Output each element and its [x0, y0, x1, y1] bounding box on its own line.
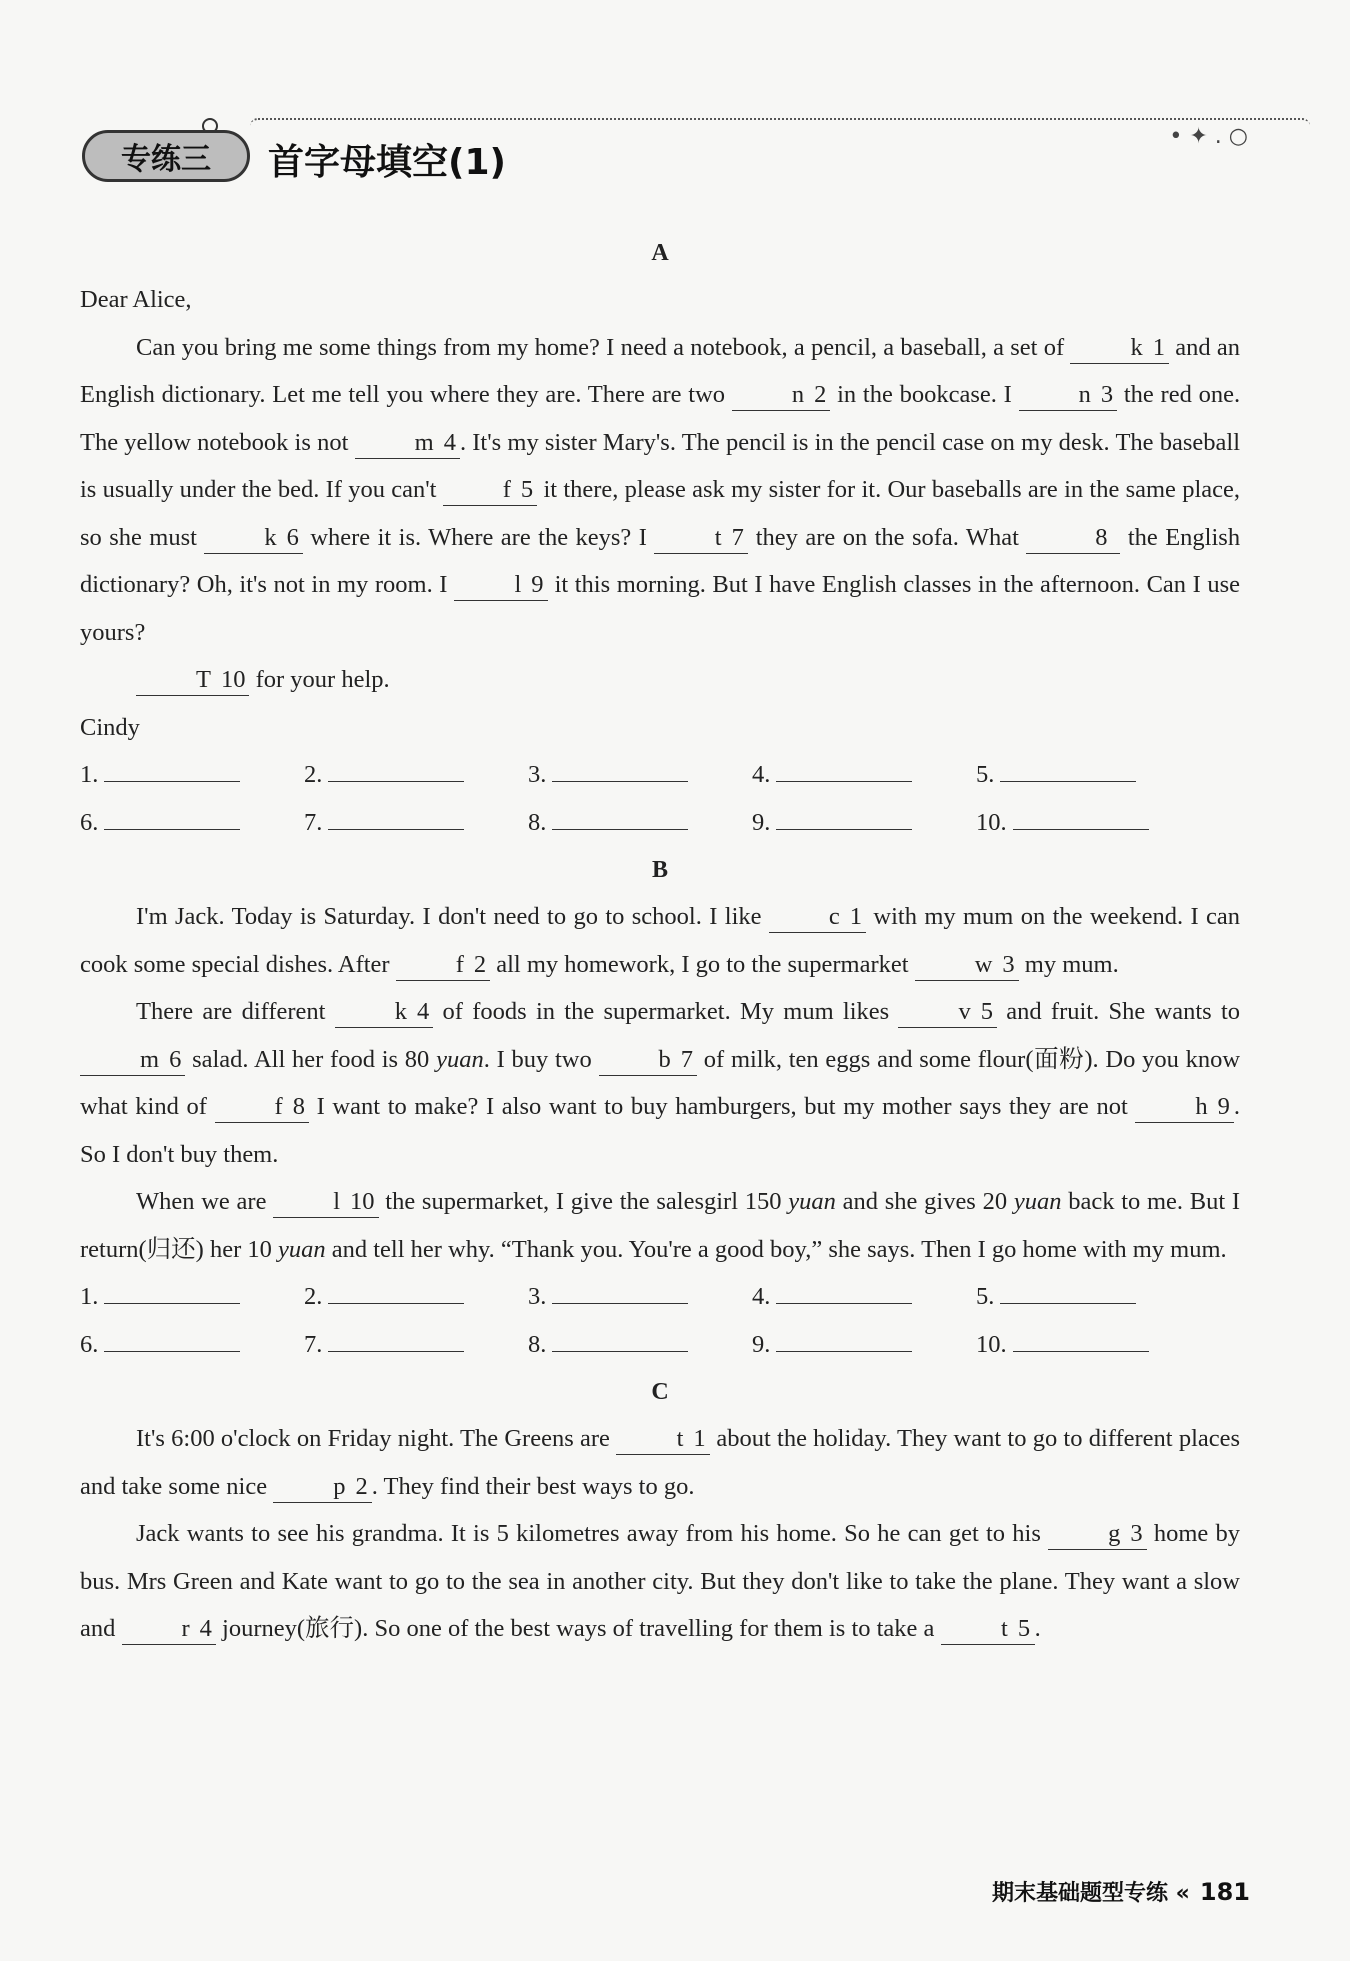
answer-row-a1: [80, 751, 1240, 799]
answer-b9[interactable]: 9.: [752, 1321, 976, 1369]
blank-b2[interactable]: f 2: [396, 950, 490, 981]
answer-b6[interactable]: 6.: [80, 1321, 304, 1369]
blank-a9[interactable]: l 9: [454, 570, 548, 601]
content: [80, 230, 1240, 1653]
blank-a7[interactable]: t 7: [654, 523, 748, 554]
header-dotted-line: [250, 118, 1310, 128]
section-header: [78, 118, 1258, 198]
blank-b6[interactable]: m 6: [80, 1045, 185, 1076]
blank-b10[interactable]: l 10: [273, 1187, 378, 1218]
answer-a4[interactable]: 4.: [752, 751, 976, 799]
blank-c4[interactable]: r 4: [122, 1614, 216, 1645]
passage-b-p3: When we are l 10 the supermarket, I give the salesgirl 150 yuan and she gives 20 yuan back to me. But I return(归还) her 10 yuan and tell her why. “Thank you. You're a good boy,” she says. Then I go home with my mum.: [80, 1188, 1241, 1263]
answer-row-b1: [80, 1273, 1240, 1321]
passage-b-p1: I'm Jack. Today is Saturday. I don't need to go to school. I like c 1 with my mum on the weekend. I can cook some special dishes. After f 2 all my homework, I go to the supermarket w 3 my mum.: [80, 893, 1240, 988]
blank-c2[interactable]: p 2: [273, 1472, 372, 1503]
blank-a1[interactable]: k 1: [1070, 333, 1169, 364]
answer-b4[interactable]: 4.: [752, 1273, 976, 1321]
blank-c1[interactable]: t 1: [616, 1424, 710, 1455]
page-number: 181: [1199, 1878, 1250, 1906]
answer-a7[interactable]: 7.: [304, 799, 528, 847]
blank-a6[interactable]: k 6: [204, 523, 303, 554]
exercise-tag: 专练三: [82, 130, 250, 182]
answer-a6[interactable]: 6.: [80, 799, 304, 847]
page-footer: [992, 1876, 1250, 1907]
answer-b10[interactable]: 10.: [976, 1321, 1200, 1369]
blank-c5[interactable]: t 5: [941, 1614, 1035, 1645]
passage-c-p1: It's 6:00 o'clock on Friday night. The Greens are t 1 about the holiday. They want to go to different places and take some nice p 2 . They find their best ways to go.: [80, 1415, 1240, 1510]
answer-b8[interactable]: 8.: [528, 1321, 752, 1369]
answer-row-b2: [80, 1321, 1240, 1369]
blank-c3[interactable]: g 3: [1048, 1519, 1147, 1550]
answer-a5[interactable]: 5.: [976, 751, 1200, 799]
answer-a9[interactable]: 9.: [752, 799, 976, 847]
answer-a10[interactable]: 10.: [976, 799, 1200, 847]
blank-b9[interactable]: h 9: [1135, 1092, 1234, 1123]
answer-b5[interactable]: 5.: [976, 1273, 1200, 1321]
section-a-title: A: [651, 240, 669, 266]
blank-b1[interactable]: c 1: [769, 902, 866, 933]
answer-b1[interactable]: 1.: [80, 1273, 304, 1321]
signature: Cindy: [80, 713, 140, 741]
blank-b5[interactable]: v 5: [898, 997, 997, 1028]
blank-b3[interactable]: w 3: [915, 950, 1019, 981]
section-b-title: B: [651, 857, 668, 883]
blank-a8[interactable]: 8: [1026, 523, 1120, 554]
blank-b4[interactable]: k 4: [335, 997, 434, 1028]
footer-label: 期末基础题型专练 «: [992, 1881, 1190, 1906]
passage-b-p2: There are different k 4 of foods in the supermarket. My mum likes v 5 and fruit. She wants to m 6 salad. All her food is 80 yuan. I buy two b 7 of milk, ten eggs and some flour(面粉). Do you know what kind of f 8 I want to make? I also want to buy hamburgers, but my mother says they are not h 9 . So I don't buy them.: [80, 998, 1241, 1168]
answer-a3[interactable]: 3.: [528, 751, 752, 799]
answer-a1[interactable]: 1.: [80, 751, 304, 799]
passage-a: Can you bring me some things from my home? I need a notebook, a pencil, a baseball, a set of k 1 and an English dictionary. Let me tell you where they are. There are two n 2 in the bookcase. I n 3 the red one. The yellow notebook is not m 4 . It's my sister Mary's. The pencil is in the pencil case on my desk. The baseball is usually under the bed. If you can't f 5 it there, please ask my sister for it. Our baseballs are in the same place, so she must k 6 where it is. Where are the keys? I t 7 they are on the sofa. What 8 the English dictionary? Oh, it's not in my room. I l 9 it this morning. But I have English classes in the afternoon. Can I use yours?: [80, 333, 1241, 646]
blank-a3[interactable]: n 3: [1019, 380, 1118, 411]
blank-a5[interactable]: f 5: [443, 475, 537, 506]
blank-a4[interactable]: m 4: [355, 428, 460, 459]
passage-c-p2: Jack wants to see his grandma. It is 5 kilometres away from his home. So he can get to his g 3 home by bus. Mrs Green and Kate want to go to the sea in another city. But they don't like to take the plane. They want a slow and r 4 journey(旅行). So one of the best ways of travelling for them is to take a t 5 .: [80, 1510, 1240, 1653]
answer-b7[interactable]: 7.: [304, 1321, 528, 1369]
answer-a2[interactable]: 2.: [304, 751, 528, 799]
closing-line: T 10 for your help.: [80, 656, 1240, 704]
blank-b8[interactable]: f 8: [215, 1092, 309, 1123]
salutation: Dear Alice,: [80, 286, 192, 313]
blank-a2[interactable]: n 2: [732, 380, 831, 411]
page-title: 首字母填空(1): [268, 142, 506, 183]
answer-row-a2: [80, 799, 1240, 847]
sparkle-icon: • ✦ . ○: [1169, 124, 1248, 149]
blank-b7[interactable]: b 7: [599, 1045, 698, 1076]
section-c-title: C: [651, 1379, 669, 1405]
answer-b2[interactable]: 2.: [304, 1273, 528, 1321]
answer-b3[interactable]: 3.: [528, 1273, 752, 1321]
answer-a8[interactable]: 8.: [528, 799, 752, 847]
blank-a10[interactable]: T 10: [136, 665, 249, 696]
